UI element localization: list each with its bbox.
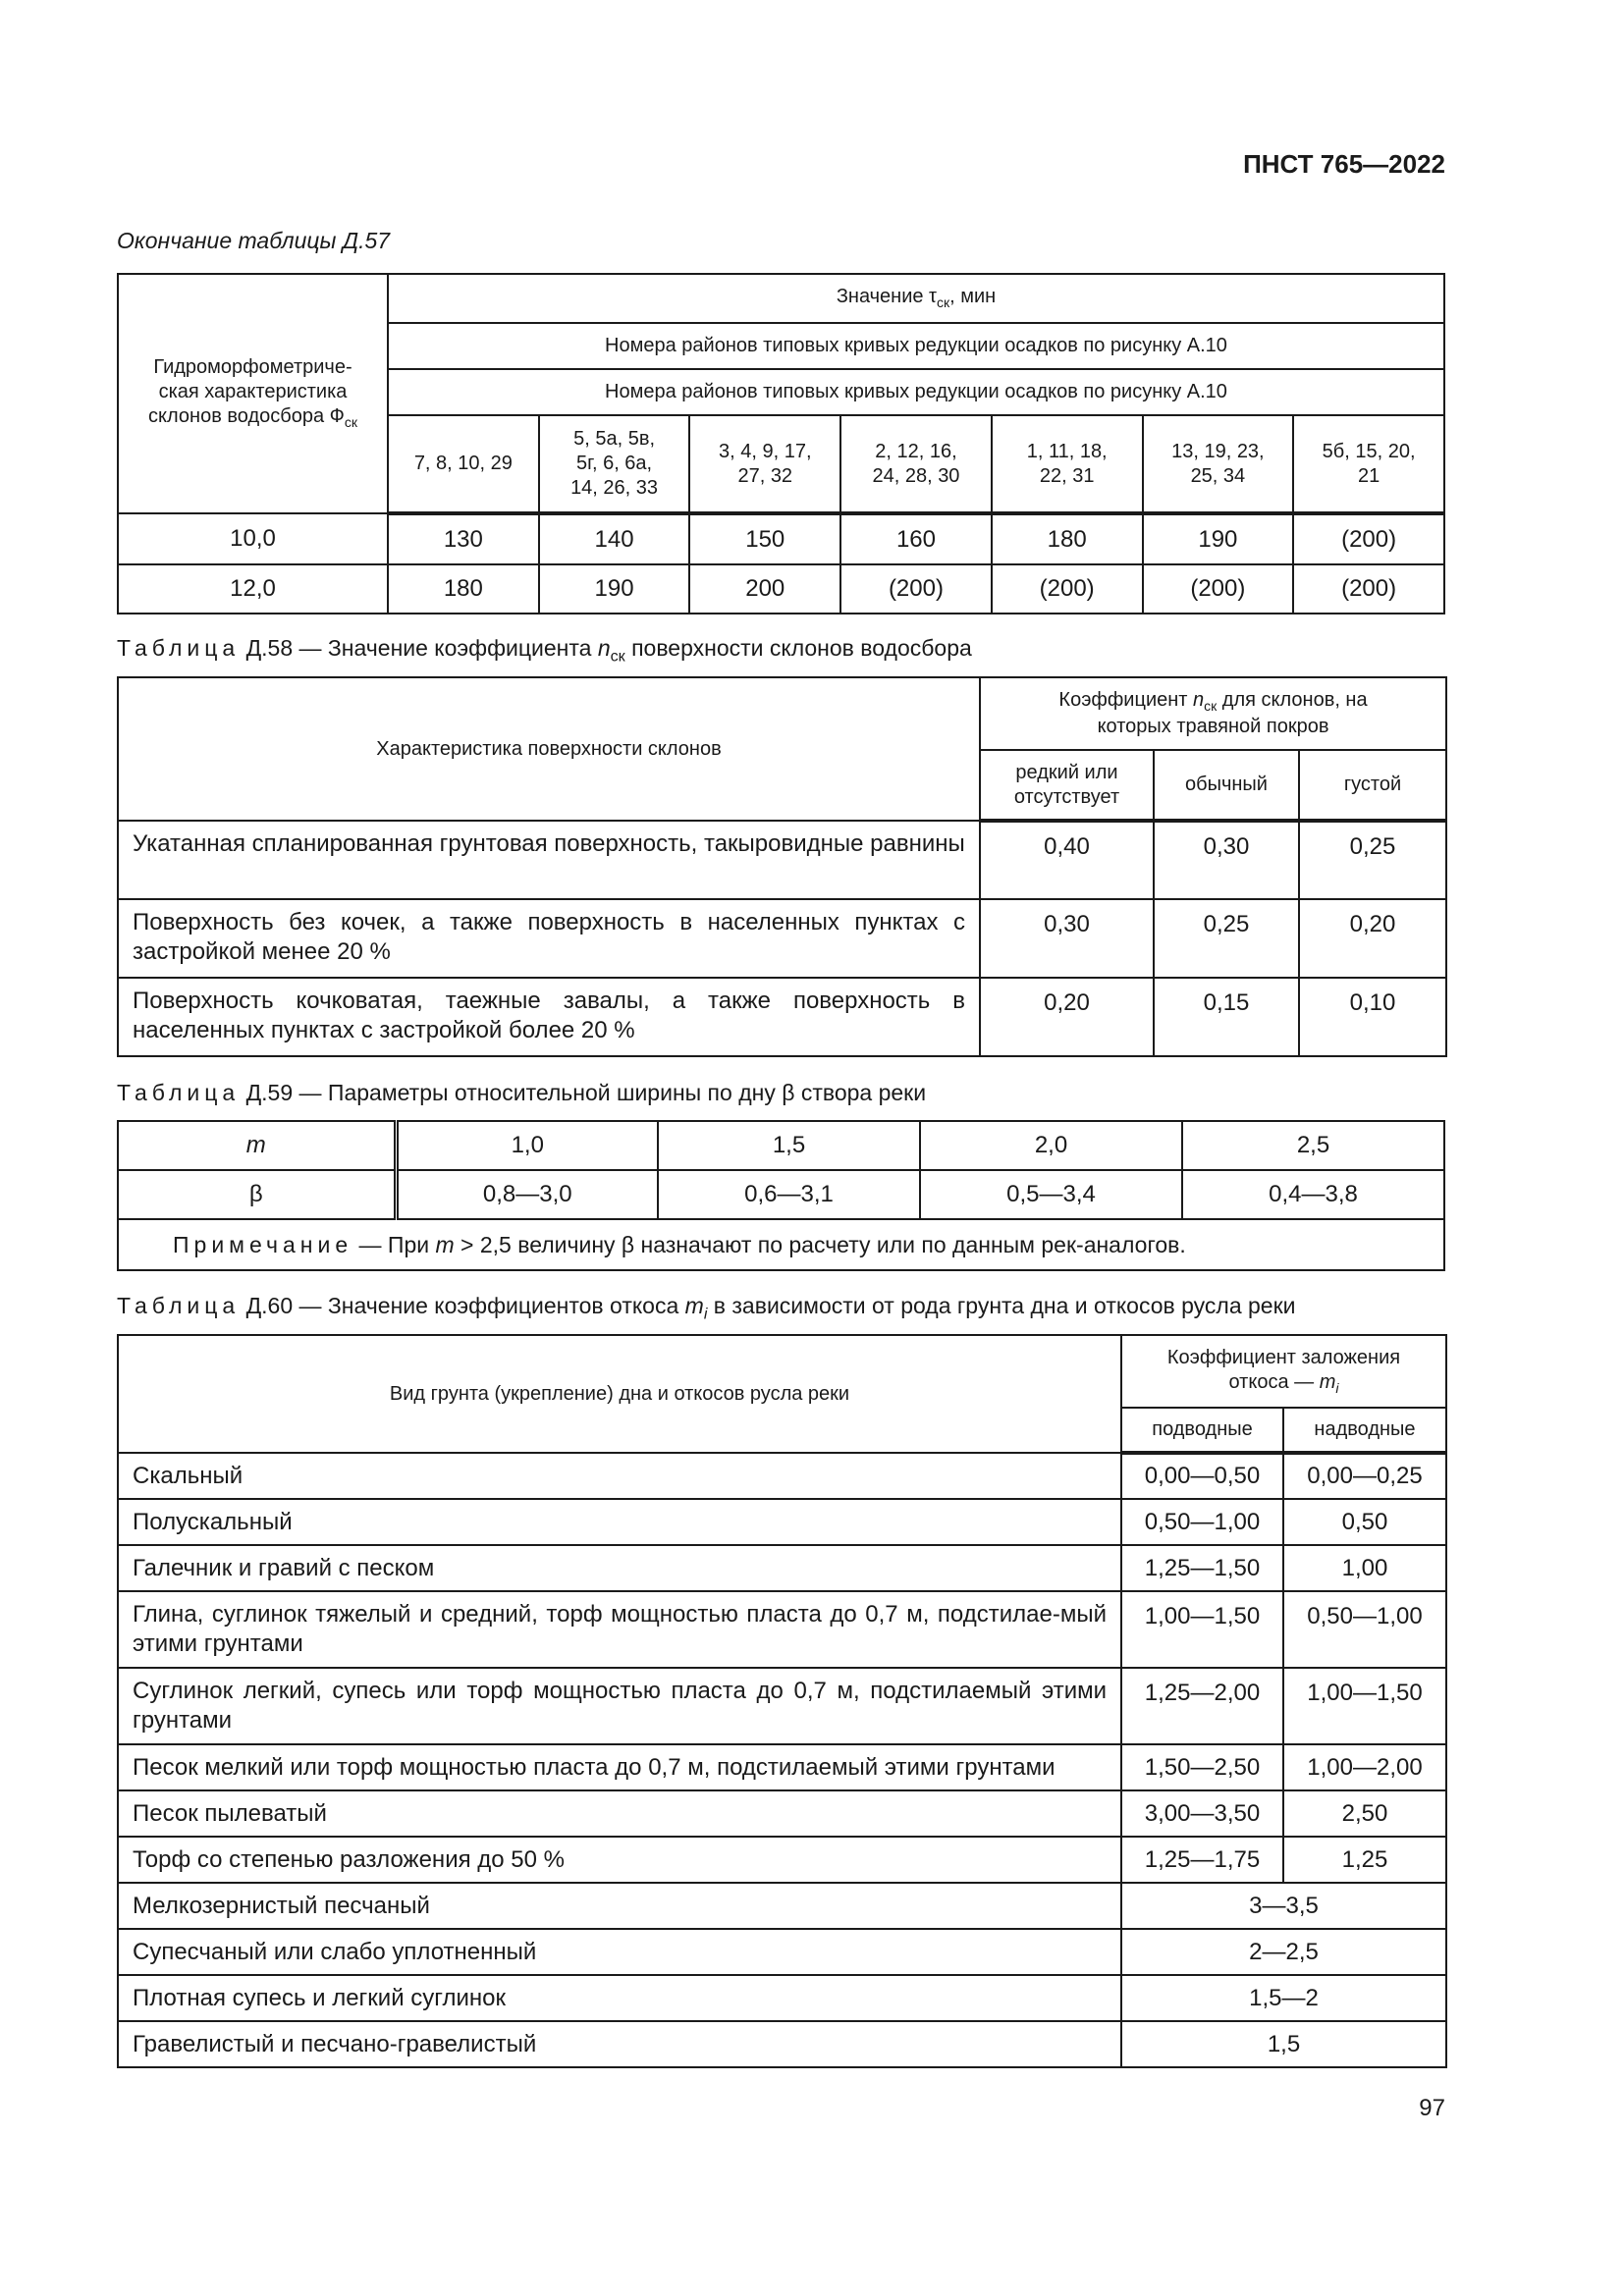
table-cell: Скальный [118,1453,1121,1499]
table-cell: Полускальный [118,1499,1121,1545]
table57-col-header: 13, 19, 23, 25, 34 [1143,415,1294,513]
table-cell: 3—3,5 [1121,1883,1446,1929]
table-d59 [117,1120,1445,1271]
document-id: ПНСТ 765—2022 [1243,149,1445,179]
table-cell: Поверхность без кочек, а также поверхность в населенных пунктах с застройкой менее 20 % [118,899,980,978]
table-cell: Торф со степенью разложения до 50 % [118,1837,1121,1883]
table57-col-header: 3, 4, 9, 17, 27, 32 [689,415,840,513]
table-cell: 3,00—3,50 [1121,1790,1283,1837]
table-cell: 1,25—1,50 [1121,1545,1283,1591]
table-cell: 150 [689,513,840,564]
table-row [118,1121,1444,1170]
table-cell: 0,00—0,25 [1283,1453,1446,1499]
table-cell: 180 [992,513,1143,564]
table-d58 [117,676,1447,1057]
table-row [118,1883,1446,1929]
table-cell: 1,00—1,50 [1121,1591,1283,1668]
table-cell: 200 [689,564,840,614]
table-cell: 2,5 [1182,1121,1444,1170]
table58-subheader-dense: густой [1299,750,1446,821]
table-cell: 140 [539,513,690,564]
table-cell: 0,50 [1283,1499,1446,1545]
table57-col-header: 5, 5а, 5в, 5г, 6, 6а, 14, 26, 33 [539,415,690,513]
table-cell: 0,50—1,00 [1283,1591,1446,1668]
table-row [118,1929,1446,1975]
table-cell: Песок пылеватый [118,1790,1121,1837]
table-cell: Суглинок легкий, супесь или торф мощностью пласта до 0,7 м, подстилаемый этими грунтами [118,1668,1121,1744]
table57-col-header: 2, 12, 16, 24, 28, 30 [840,415,992,513]
table-row [118,1499,1446,1545]
table-row [118,1790,1446,1837]
page-number: 97 [1419,2095,1445,2121]
table-cell: 1,00—2,00 [1283,1744,1446,1790]
table-row [118,1668,1446,1744]
table-cell: 0,10 [1299,978,1446,1056]
table57-subheader-1: Номера районов типовых кривых редукции осадков по рисунку А.10 [388,323,1444,369]
table-cell: 130 [388,513,539,564]
table60-caption: Таблица Д.60 — Значение коэффициентов откоса $m_i$ в зависимости от рода грунта дна и откосов русла реки [117,1293,1296,1323]
table59-note: Примечание — При m > 2,5 величину β назначают по расчету или по данным рек-аналогов. [118,1219,1444,1270]
table-cell: 1,00 [1283,1545,1446,1591]
table-row [118,821,1446,899]
table60-subheader-underwater: подводные [1121,1408,1283,1453]
table-row [118,564,1444,614]
table-cell: 190 [539,564,690,614]
table-cell: m [118,1121,396,1170]
table58-col1-header: Характеристика поверхности склонов [118,677,980,821]
table-cell: (200) [1143,564,1294,614]
table-row [118,1837,1446,1883]
table-cell: 0,6—3,1 [658,1170,920,1219]
table-cell: 0,50—1,00 [1121,1499,1283,1545]
table-cell: 0,25 [1154,899,1299,978]
table60-subheader-abovewater: надводные [1283,1408,1446,1453]
table60-col1-header: Вид грунта (укрепление) дна и откосов русла реки [118,1335,1121,1453]
table-row [118,1545,1446,1591]
table-row [118,978,1446,1056]
table-cell: 2,0 [920,1121,1182,1170]
table-cell: (200) [992,564,1143,614]
table58-subheader-sparse: редкий или отсутствует [980,750,1154,821]
table57-rowheader: Гидроморфометриче- ская характеристика склонов водосбора $Ф_{ск}$ [118,274,388,513]
table-row [118,513,1444,564]
table60-coef-header: Коэффициент заложения откоса — $m_i$ [1121,1335,1446,1408]
table-cell: 0,25 [1299,821,1446,899]
table-cell: 2,50 [1283,1790,1446,1837]
table-row [118,1975,1446,2021]
table-cell: 0,30 [1154,821,1299,899]
table-cell: Гравелистый и песчано-гравелистый [118,2021,1121,2067]
table-cell: 1,5 [1121,2021,1446,2067]
table-cell: 0,20 [1299,899,1446,978]
table-row [118,899,1446,978]
table-cell: 1,5 [658,1121,920,1170]
table-cell: Укатанная спланированная грунтовая поверхность, такыровидные равнины [118,821,980,899]
table-cell: Галечник и гравий с песком [118,1545,1121,1591]
table-cell: Глина, суглинок тяжелый и средний, торф мощностью пласта до 0,7 м, подстилае-мый этими грунтами [118,1591,1121,1668]
table59-caption: Таблица Д.59 — Параметры относительной ширины по дну β створа реки [117,1080,927,1105]
table-cell: 1,5—2 [1121,1975,1446,2021]
table57-col-header: 5б, 15, 20, 21 [1293,415,1444,513]
table-cell: (200) [1293,513,1444,564]
table-cell: 160 [840,513,992,564]
table-note-row [118,1219,1444,1270]
table-cell: 0,4—3,8 [1182,1170,1444,1219]
table-row [118,1453,1446,1499]
table-cell: Поверхность кочковатая, таежные завалы, а также поверхность в населенных пунктах с застройкой более 20 % [118,978,980,1056]
table-cell: 0,30 [980,899,1154,978]
table-cell: 0,5—3,4 [920,1170,1182,1219]
table58-subheader-normal: обычный [1154,750,1299,821]
table-cell: 0,40 [980,821,1154,899]
table-cell: Мелкозернистый песчаный [118,1883,1121,1929]
table57-col-header: 7, 8, 10, 29 [388,415,539,513]
table-row [118,1170,1444,1219]
table-cell: 1,25—1,75 [1121,1837,1283,1883]
table-cell: 1,0 [396,1121,658,1170]
table-cell: β [118,1170,396,1219]
table58-coef-header: Коэффициент $n_{ск}$ для склонов, на которых травяной покров [980,677,1446,750]
table-cell: (200) [1293,564,1444,614]
table-cell: 1,25—2,00 [1121,1668,1283,1744]
table-cell: 0,15 [1154,978,1299,1056]
table-cell: 1,25 [1283,1837,1446,1883]
table58-caption: Таблица Д.58 — Значение коэффициента $n_{ск}$ поверхности склонов водосбора [117,635,972,666]
table-cell: 0,20 [980,978,1154,1056]
table-row [118,1744,1446,1790]
table-cell: 0,00—0,50 [1121,1453,1283,1499]
table57-col-header: 1, 11, 18, 22, 31 [992,415,1143,513]
table-cell: 1,00—1,50 [1283,1668,1446,1744]
table-cell: 1,50—2,50 [1121,1744,1283,1790]
table57-subheader-2: Номера районов типовых кривых редукции осадков по рисунку А.10 [388,369,1444,415]
table-cell: (200) [840,564,992,614]
table57-value-header: Значение $\tau_{ск}$, мин [388,274,1444,323]
table-cell: 190 [1143,513,1294,564]
table-cell: 180 [388,564,539,614]
table-cell: 0,8—3,0 [396,1170,658,1219]
table-row [118,2021,1446,2067]
table-cell: Плотная супесь и легкий суглинок [118,1975,1121,2021]
table57-caption: Окончание таблицы Д.57 [117,228,391,253]
table-row [118,1591,1446,1668]
table-cell: Супесчаный или слабо уплотненный [118,1929,1121,1975]
table-d57 [117,273,1445,614]
table-cell: 10,0 [118,513,388,564]
table-cell: 2—2,5 [1121,1929,1446,1975]
table-cell: Песок мелкий или торф мощностью пласта до 0,7 м, подстилаемый этими грунтами [118,1744,1121,1790]
table-d60 [117,1334,1447,2068]
table-cell: 12,0 [118,564,388,614]
